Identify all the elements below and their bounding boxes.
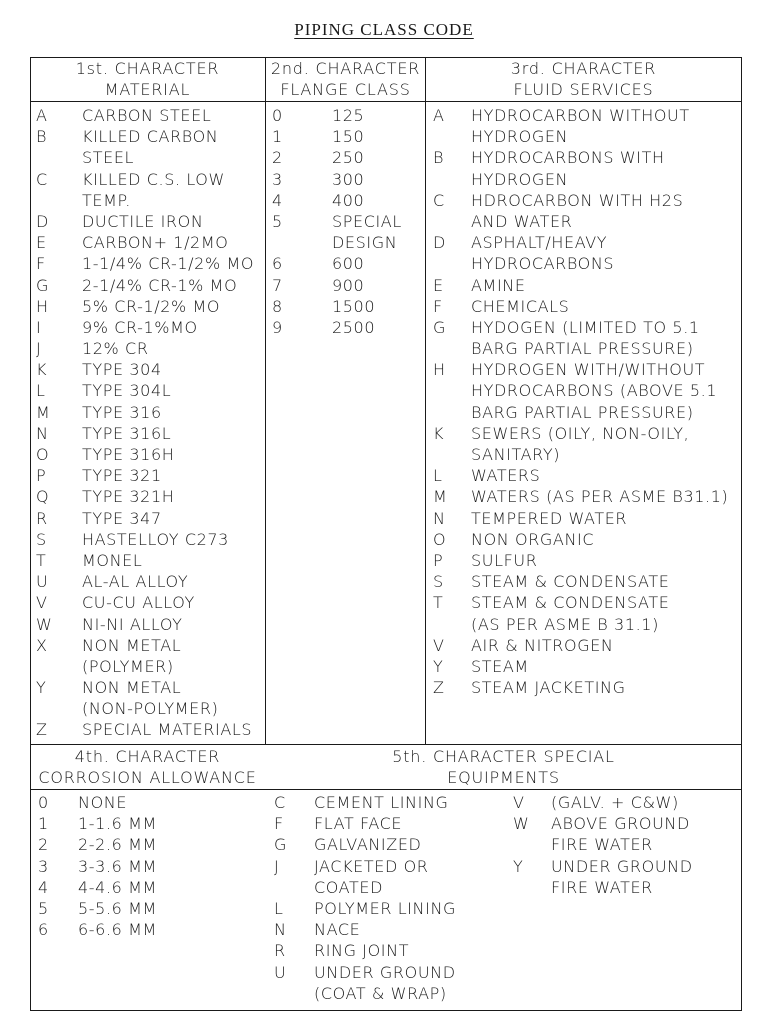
header-special: 5th. CHARACTER SPECIAL EQUIPMENTS xyxy=(392,747,615,787)
code-description: 300 xyxy=(332,169,365,189)
code-description: HYDROCARBON WITHOUT xyxy=(471,106,690,125)
list-item xyxy=(38,792,264,813)
list-item xyxy=(433,359,741,380)
table-border-bottom xyxy=(30,1010,742,1011)
list-item xyxy=(36,486,264,507)
column-divider-1 xyxy=(265,57,266,745)
code-description: GALVANIZED xyxy=(314,835,422,855)
list-item xyxy=(274,919,504,940)
list-item xyxy=(513,877,738,898)
header-material: 1st. CHARACTER MATERIAL xyxy=(75,59,220,99)
code-letter: U xyxy=(274,962,287,982)
code-letter: 1 xyxy=(38,814,49,834)
code-description: STEAM & CONDENSATE xyxy=(471,572,670,592)
list-item xyxy=(513,813,738,834)
code-letter: D xyxy=(433,233,446,253)
code-letter: 9 xyxy=(272,317,283,337)
code-description: TYPE 304 xyxy=(82,360,162,380)
code-letter: F xyxy=(433,296,443,316)
code-description: HDROCARBON WITH H2S xyxy=(471,190,684,210)
code-letter: L xyxy=(274,898,284,918)
code-description: KILLED CARBON xyxy=(82,127,219,147)
code-letter: M xyxy=(36,402,51,422)
code-letter: A xyxy=(433,106,445,125)
list-item xyxy=(36,317,264,338)
code-letter: X xyxy=(36,635,48,655)
code-description: STEAM JACKETING xyxy=(471,678,626,698)
code-description: (COAT & WRAP) xyxy=(314,983,447,1003)
list-item xyxy=(433,635,741,656)
code-letter: Q xyxy=(36,487,50,507)
code-description: TEMPERED WATER xyxy=(471,508,628,528)
code-description: JACKETED OR xyxy=(314,856,429,876)
code-letter: U xyxy=(36,572,49,592)
list-item xyxy=(36,338,264,359)
code-description: 12% CR xyxy=(82,339,149,359)
list-item xyxy=(433,296,741,317)
code-description: BARG PARTIAL PRESSURE) xyxy=(471,339,694,359)
code-description: AND WATER xyxy=(471,211,573,231)
list-item xyxy=(433,677,741,698)
code-description: 3-3.6 MM xyxy=(78,856,157,876)
code-description: 150 xyxy=(332,127,365,147)
list-item xyxy=(36,719,264,740)
code-description: CARBON+ 1/2MO xyxy=(82,233,229,253)
list-item xyxy=(433,571,741,592)
code-letter: 2 xyxy=(272,148,283,168)
code-description: ABOVE GROUND xyxy=(551,814,690,834)
code-letter: J xyxy=(274,856,280,876)
code-description: 2-1/4% CR-1% MO xyxy=(82,275,238,295)
flange-class-list xyxy=(272,105,422,338)
list-item xyxy=(433,105,741,126)
code-description: 2500 xyxy=(332,317,376,337)
list-item xyxy=(36,169,264,190)
list-item xyxy=(36,529,264,550)
code-letter: 0 xyxy=(38,793,49,812)
code-letter: 6 xyxy=(38,920,49,940)
code-description: CEMENT LINING xyxy=(314,793,449,812)
code-description: 1-1/4% CR-1/2% MO xyxy=(82,254,255,274)
header-flange: 2nd. CHARACTER FLANGE CLASS xyxy=(270,59,421,99)
code-letter: R xyxy=(274,941,286,961)
code-letter: B xyxy=(36,127,48,147)
special-equipment-list xyxy=(274,792,504,1004)
list-item xyxy=(36,444,264,465)
code-description: HYDROCARBONS xyxy=(471,254,615,274)
code-letter: N xyxy=(274,920,287,940)
code-letter: V xyxy=(36,593,48,613)
code-letter: R xyxy=(36,508,48,528)
code-letter: N xyxy=(433,508,446,528)
list-item xyxy=(433,317,741,338)
code-letter: Y xyxy=(513,856,524,876)
list-item xyxy=(433,190,741,211)
list-item xyxy=(36,656,264,677)
code-description: 5-5.6 MM xyxy=(78,898,157,918)
list-item xyxy=(272,190,422,211)
code-description: 1-1.6 MM xyxy=(78,814,157,834)
list-item xyxy=(36,380,264,401)
list-item xyxy=(272,275,422,296)
list-item xyxy=(274,983,504,1004)
code-description: NACE xyxy=(314,920,361,940)
code-letter: C xyxy=(36,169,48,189)
section-divider xyxy=(30,744,742,745)
code-description: UNDER GROUND xyxy=(314,962,456,982)
corrosion-allowance-list xyxy=(38,792,264,940)
material-list xyxy=(36,105,264,741)
code-description: HYDROGEN xyxy=(471,127,569,147)
code-letter: H xyxy=(36,296,49,316)
list-item xyxy=(36,614,264,635)
code-letter: 5 xyxy=(38,898,49,918)
list-item xyxy=(272,317,422,338)
code-letter: V xyxy=(433,635,445,655)
code-description: TYPE 304L xyxy=(82,381,172,401)
list-item xyxy=(272,126,422,147)
code-description: UNDER GROUND xyxy=(551,856,693,876)
code-letter: P xyxy=(433,550,444,570)
list-item xyxy=(274,834,504,855)
code-description: BARG PARTIAL PRESSURE) xyxy=(471,402,694,422)
code-description: HYDROGEN WITH/WITHOUT xyxy=(471,360,706,380)
code-letter: S xyxy=(36,529,47,549)
code-description: COATED xyxy=(314,877,383,897)
code-description: DESIGN xyxy=(332,233,398,253)
code-description: NI-NI ALLOY xyxy=(82,614,183,634)
list-item xyxy=(433,465,741,486)
list-item xyxy=(36,571,264,592)
code-description: RING JOINT xyxy=(314,941,410,961)
header-divider-top xyxy=(30,101,742,102)
code-description: 2-2.6 MM xyxy=(78,835,157,855)
code-description: SANITARY) xyxy=(471,445,561,464)
code-letter: B xyxy=(433,148,445,168)
list-item xyxy=(272,253,422,274)
code-description: 9% CR-1%MO xyxy=(82,317,198,337)
list-item xyxy=(433,508,741,529)
code-letter: 0 xyxy=(272,106,283,125)
code-description: TYPE 316H xyxy=(82,445,175,464)
list-item xyxy=(433,169,741,190)
list-item xyxy=(513,834,738,855)
list-item xyxy=(38,919,264,940)
code-description: AIR & NITROGEN xyxy=(471,635,614,655)
code-description: WATERS (AS PER ASME B31.1) xyxy=(471,487,729,507)
code-letter: 8 xyxy=(272,296,283,316)
code-letter: L xyxy=(433,466,443,486)
code-description: POLYMER LINING xyxy=(314,898,457,918)
code-description: TYPE 316 xyxy=(82,402,162,422)
list-item xyxy=(36,402,264,423)
code-description: CU-CU ALLOY xyxy=(82,593,195,613)
list-item xyxy=(36,698,264,719)
code-letter: L xyxy=(36,381,46,401)
list-item xyxy=(433,550,741,571)
code-description: 1500 xyxy=(332,296,376,316)
code-letter: 3 xyxy=(38,856,49,876)
code-description: 250 xyxy=(332,148,365,168)
code-description: SPECIAL MATERIALS xyxy=(82,720,253,740)
list-item xyxy=(36,275,264,296)
list-item xyxy=(38,856,264,877)
code-letter: 3 xyxy=(272,169,283,189)
code-letter: Z xyxy=(36,720,48,740)
list-item xyxy=(36,126,264,147)
code-letter: W xyxy=(36,614,53,634)
list-item xyxy=(433,147,741,168)
code-description: ASPHALT/HEAVY xyxy=(471,233,608,253)
code-letter: F xyxy=(274,814,284,834)
code-letter: 7 xyxy=(272,275,283,295)
list-item xyxy=(36,592,264,613)
code-letter: F xyxy=(36,254,46,274)
code-letter: C xyxy=(433,190,445,210)
code-description: (NON-POLYMER) xyxy=(82,699,219,719)
code-description: HYDOGEN (LIMITED TO 5.1 xyxy=(471,317,700,337)
code-description: MONEL xyxy=(82,550,143,570)
list-item xyxy=(36,359,264,380)
table-border-left xyxy=(30,57,31,1011)
list-item xyxy=(274,792,504,813)
list-item xyxy=(274,898,504,919)
header-divider-bottom xyxy=(30,789,742,790)
code-letter: W xyxy=(513,814,530,834)
list-item xyxy=(272,169,422,190)
list-item xyxy=(433,656,741,677)
code-letter: P xyxy=(36,466,47,486)
header-corrosion: 4th. CHARACTER CORROSION ALLOWANCE xyxy=(38,747,257,787)
code-letter: 4 xyxy=(38,877,49,897)
code-letter: T xyxy=(433,593,444,613)
code-description: AMINE xyxy=(471,275,526,295)
code-description: FIRE WATER xyxy=(551,835,653,855)
code-description: SEWERS (OILY, NON-OILY, xyxy=(471,423,690,443)
code-letter: H xyxy=(433,360,446,380)
list-item xyxy=(433,592,741,613)
list-item xyxy=(274,856,504,877)
code-description: WATERS xyxy=(471,466,541,486)
list-item xyxy=(38,898,264,919)
code-description: FLAT FACE xyxy=(314,814,403,834)
list-item xyxy=(433,402,741,423)
code-letter: V xyxy=(513,793,525,812)
list-item xyxy=(433,486,741,507)
page-title: PIPING CLASS CODE xyxy=(294,20,474,39)
code-description: FIRE WATER xyxy=(551,877,653,897)
code-description: NON ORGANIC xyxy=(471,529,595,549)
code-description: HYDROGEN xyxy=(471,169,569,189)
list-item xyxy=(36,211,264,232)
list-item xyxy=(36,550,264,571)
code-description: AL-AL ALLOY xyxy=(82,572,189,592)
code-letter: E xyxy=(433,275,444,295)
list-item xyxy=(272,147,422,168)
code-description: STEAM xyxy=(471,656,529,676)
list-item xyxy=(274,813,504,834)
code-description: (AS PER ASME B 31.1) xyxy=(471,614,659,634)
list-item xyxy=(274,962,504,983)
code-description: 600 xyxy=(332,254,365,274)
list-item xyxy=(36,508,264,529)
code-letter: J xyxy=(36,339,42,359)
code-letter: A xyxy=(36,106,48,125)
code-description: TYPE 321 xyxy=(82,466,162,486)
code-letter: E xyxy=(36,233,47,253)
list-item xyxy=(433,423,741,444)
list-item xyxy=(38,834,264,855)
code-description: TYPE 347 xyxy=(82,508,162,528)
code-letter: C xyxy=(274,793,286,812)
list-item xyxy=(36,677,264,698)
code-letter: Y xyxy=(433,656,444,676)
code-description: CHEMICALS xyxy=(471,296,570,316)
column-divider-2 xyxy=(425,57,426,745)
list-item xyxy=(36,635,264,656)
code-description: 5% CR-1/2% MO xyxy=(82,296,221,316)
list-item xyxy=(36,465,264,486)
code-letter: M xyxy=(433,487,448,507)
list-item xyxy=(36,253,264,274)
table-border-right xyxy=(741,57,742,1011)
code-letter: O xyxy=(36,445,50,464)
list-item xyxy=(36,105,264,126)
list-item xyxy=(274,877,504,898)
code-letter: 4 xyxy=(272,190,283,210)
code-description: 125 xyxy=(332,106,365,125)
list-item xyxy=(36,423,264,444)
code-description: 900 xyxy=(332,275,365,295)
code-letter: 5 xyxy=(272,211,283,231)
list-item xyxy=(272,296,422,317)
code-description: HYDROCARBONS (ABOVE 5.1 xyxy=(471,381,718,401)
code-description: 4-4.6 MM xyxy=(78,877,157,897)
list-item xyxy=(433,126,741,147)
code-description: TYPE 316L xyxy=(82,423,172,443)
code-description: CARBON STEEL xyxy=(82,106,212,125)
list-item xyxy=(36,190,264,211)
code-description: TYPE 321H xyxy=(82,487,175,507)
fluid-services-list xyxy=(433,105,741,698)
code-letter: K xyxy=(433,423,445,443)
code-letter: Y xyxy=(36,678,47,698)
code-letter: S xyxy=(433,572,444,592)
list-item xyxy=(513,856,738,877)
code-description: NONE xyxy=(78,793,128,812)
code-letter: 6 xyxy=(272,254,283,274)
list-item xyxy=(433,529,741,550)
code-letter: I xyxy=(36,317,42,337)
code-letter: K xyxy=(36,360,48,380)
code-description: HYDROCARBONS WITH xyxy=(471,148,665,168)
list-item xyxy=(272,232,422,253)
code-description: (GALV. + C&W) xyxy=(551,793,679,812)
list-item xyxy=(433,380,741,401)
list-item xyxy=(433,338,741,359)
list-item xyxy=(433,211,741,232)
list-item xyxy=(274,940,504,961)
list-item xyxy=(36,296,264,317)
code-letter: N xyxy=(36,423,49,443)
list-item xyxy=(272,105,422,126)
code-description: KILLED C.S. LOW xyxy=(82,169,225,189)
list-item xyxy=(272,211,422,232)
code-letter: O xyxy=(433,529,447,549)
code-letter: 2 xyxy=(38,835,49,855)
code-description: NON METAL xyxy=(82,635,182,655)
code-description: SULFUR xyxy=(471,550,538,570)
list-item xyxy=(36,232,264,253)
code-description: 6-6.6 MM xyxy=(78,920,157,940)
code-letter: Z xyxy=(433,678,445,698)
list-item xyxy=(38,877,264,898)
code-letter: G xyxy=(433,317,446,337)
code-description: STEEL xyxy=(82,148,135,168)
list-item xyxy=(433,232,741,253)
code-description: TEMP. xyxy=(82,190,131,210)
header-fluid: 3rd. CHARACTER FLUID SERVICES xyxy=(510,59,657,99)
code-letter: T xyxy=(36,550,47,570)
code-letter: 1 xyxy=(272,127,283,147)
list-item xyxy=(513,792,738,813)
code-letter: D xyxy=(36,211,49,231)
list-item xyxy=(36,147,264,168)
code-description: 400 xyxy=(332,190,365,210)
code-description: DUCTILE IRON xyxy=(82,211,204,231)
code-description: STEAM & CONDENSATE xyxy=(471,593,670,613)
code-description: NON METAL xyxy=(82,678,182,698)
list-item xyxy=(433,253,741,274)
special-equipment-list-2 xyxy=(513,792,738,898)
code-description: SPECIAL xyxy=(332,211,402,231)
list-item xyxy=(433,444,741,465)
list-item xyxy=(433,614,741,635)
code-letter: G xyxy=(36,275,49,295)
code-description: HASTELLOY C273 xyxy=(82,529,229,549)
code-description: (POLYMER) xyxy=(82,656,174,676)
list-item xyxy=(433,275,741,296)
code-letter: G xyxy=(274,835,287,855)
list-item xyxy=(38,813,264,834)
